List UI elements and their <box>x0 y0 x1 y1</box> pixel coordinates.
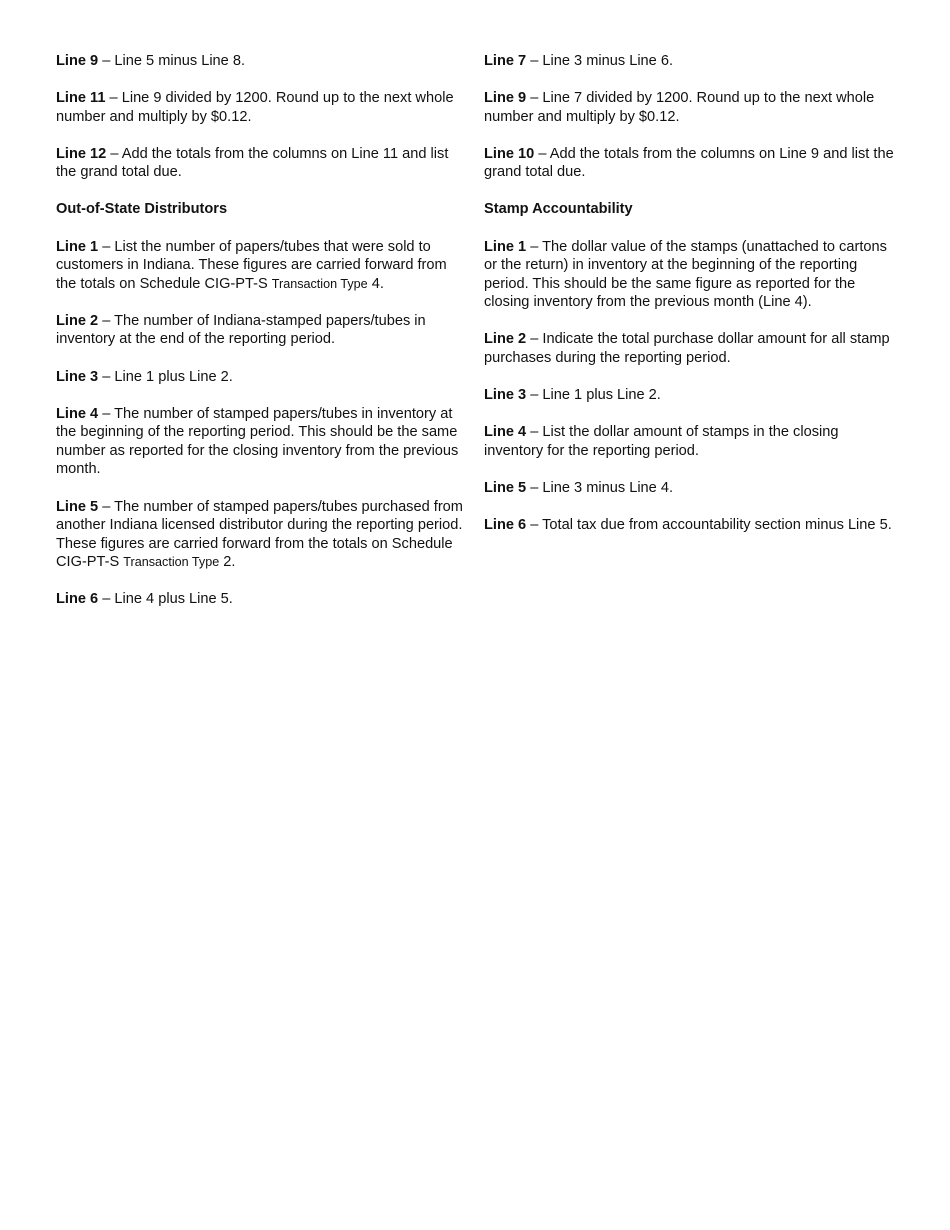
ood-line-6-paragraph <box>56 590 468 609</box>
sa-line-3-paragraph <box>484 386 900 405</box>
transaction-type-label: Transaction Type <box>271 276 368 291</box>
sa-line-5-paragraph <box>484 479 900 498</box>
line-label: Line 1 <box>56 238 99 255</box>
right-column <box>484 52 900 553</box>
line-text: – Add the totals from the columns on Line 11 and list the grand total due. <box>56 145 449 181</box>
line-label: Line 2 <box>56 312 99 329</box>
line-label: Line 10 <box>484 145 535 162</box>
line-label: Line 7 <box>484 53 527 69</box>
line-text: – The dollar value of the stamps (unattached to cartons or the return) in inventory at the beginning of the reporting period. This should be the same figure as reported for the closing inventory from the previous month (Line 4). <box>484 238 887 311</box>
line-label: Line 12 <box>56 145 107 162</box>
line-label: Line 6 <box>56 591 99 608</box>
line-label: Line 4 <box>484 424 527 441</box>
line-label: Line 1 <box>484 238 527 255</box>
line-text: – Line 5 minus Line 8. <box>98 53 246 69</box>
line-text: – Line 3 minus Line 4. <box>526 479 674 496</box>
ood-line-5-paragraph <box>56 498 468 572</box>
left-line-11-paragraph <box>56 89 468 126</box>
line-text: – List the number of papers/tubes that were sold to customers in Indiana. These figures are carried forward from the totals on Schedule CIG-PT-S <box>56 238 447 292</box>
line-label: Line 11 <box>56 90 106 107</box>
line-text: – The number of Indiana-stamped papers/tubes in inventory at the end of the reporting period. <box>56 312 426 348</box>
line-text: – Line 9 divided by 1200. Round up to the next whole number and multiply by $0.12. <box>56 90 454 125</box>
line-text-end: 2. <box>219 554 236 571</box>
right-line-9-paragraph <box>484 89 900 126</box>
left-column <box>56 52 468 627</box>
out-of-state-distributors-heading: Out-of-State Distributors <box>56 201 228 218</box>
ood-line-3-paragraph <box>56 368 468 387</box>
transaction-type-label: Transaction Type <box>123 555 220 570</box>
stamp-accountability-heading: Stamp Accountability <box>484 201 633 218</box>
line-text: – List the dollar amount of stamps in the closing inventory for the reporting period. <box>484 424 839 459</box>
right-line-7-paragraph <box>484 52 900 71</box>
line-label: Line 3 <box>484 387 527 404</box>
line-label: Line 5 <box>484 479 527 496</box>
right-line-10-paragraph <box>484 145 900 182</box>
sa-line-1-paragraph <box>484 238 900 312</box>
line-text: – Total tax due from accountability section minus Line 5. <box>526 517 892 533</box>
sa-line-2-paragraph <box>484 330 900 367</box>
ood-line-4-paragraph <box>56 405 468 479</box>
line-text: – Line 1 plus Line 2. <box>526 387 661 404</box>
ood-line-2-paragraph <box>56 312 468 349</box>
sa-line-4-paragraph <box>484 423 900 460</box>
ood-line-1-paragraph <box>56 238 468 294</box>
line-text: – Line 1 plus Line 2. <box>98 368 233 385</box>
line-text: – Line 7 divided by 1200. Round up to the next whole number and multiply by $0.12. <box>484 90 875 125</box>
line-text: – Line 4 plus Line 5. <box>98 591 233 608</box>
line-label: Line 6 <box>484 517 527 533</box>
line-text: – Line 3 minus Line 6. <box>526 53 674 69</box>
line-text: – The number of stamped papers/tubes in inventory at the beginning of the reporting period. This should be the same number as reported for the closing inventory from the previous month. <box>56 405 459 478</box>
line-label: Line 3 <box>56 368 99 385</box>
line-text: – The number of stamped papers/tubes purchased from another Indiana licensed distributor during the reporting period. These figures are carried forward from the totals on Schedule CIG-PT-S <box>56 498 463 571</box>
line-text: – Indicate the total purchase dollar amount for all stamp purchases during the reporting period. <box>484 331 890 367</box>
line-text: – Add the totals from the columns on Line 9 and list the grand total due. <box>484 145 894 181</box>
line-label: Line 4 <box>56 405 99 422</box>
line-label: Line 9 <box>484 90 527 107</box>
line-label: Line 5 <box>56 498 99 515</box>
line-text-end: 4. <box>367 275 384 292</box>
line-label: Line 9 <box>56 53 99 69</box>
left-line-9-paragraph <box>56 52 468 71</box>
sa-line-6-paragraph <box>484 516 900 535</box>
line-label: Line 2 <box>484 331 527 348</box>
left-line-12-paragraph <box>56 145 468 182</box>
